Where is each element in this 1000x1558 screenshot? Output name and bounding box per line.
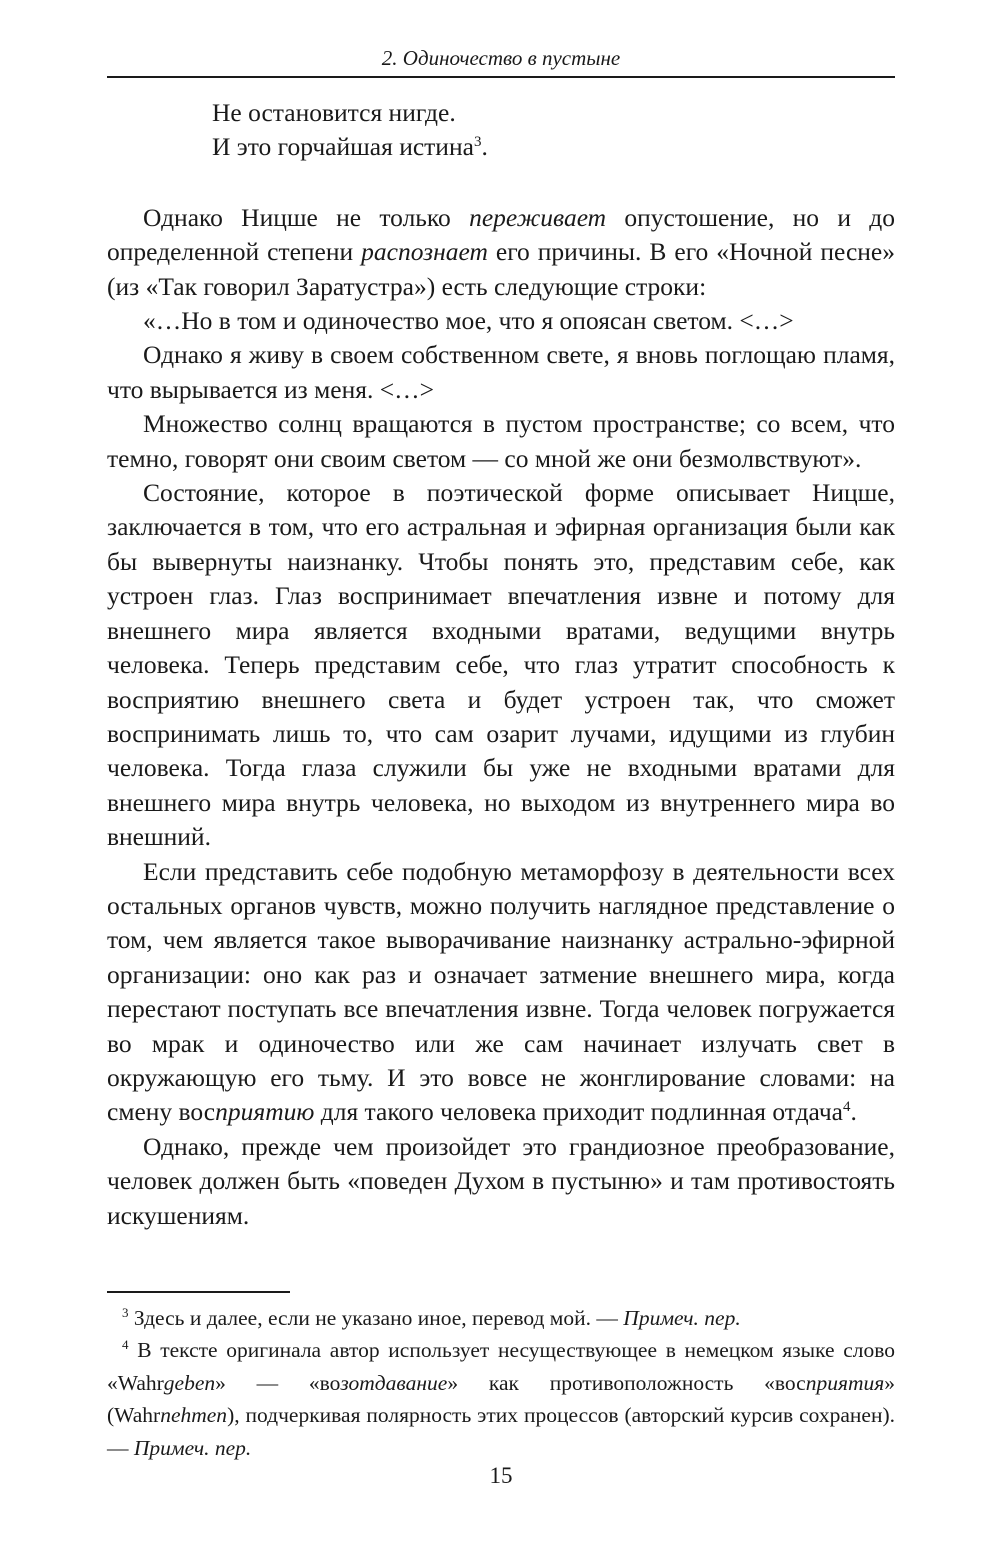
- header-rule: [107, 76, 895, 78]
- paragraph-text: .: [850, 1097, 857, 1127]
- paragraph: [107, 855, 895, 1130]
- footnote-text: Здесь и далее, если не указано иное, перевод мой. —: [128, 1306, 624, 1330]
- emphasis: приятию: [215, 1097, 315, 1127]
- running-head: 2. Одиночество в пустыне: [381, 46, 621, 70]
- footnote-text: » — «во: [215, 1370, 341, 1395]
- verse-quote: [107, 96, 895, 165]
- paragraph: Состояние, которое в поэтической форме описывает Ницше, заключается в том, что его астральная и эфирная организация были как бы вывернуты наизнанку. Чтобы понять это, представим себе, как устроен глаз. Глаз воспринимает впечатления извне и потому для внешнего мира является входными вратами, ведущими внутрь человека. Теперь представим себе, что глаз утратит способность к восприятию внешнего света и будет устроен так, что сможет воспринимать лишь то, что сам озарит лучами, идущими из глубин человека. Тогда глаза служили бы уже не входными вратами для внешнего мира внутрь человека, но выходом из внутреннего мира во внешний.: [107, 478, 895, 852]
- paragraph: Однако, прежде чем произойдет это грандиозное преобразование, человек должен быть «поведен Духом в пустыню» и там противостоять искушениям.: [107, 1131, 895, 1230]
- footnote-rule: [107, 1291, 290, 1293]
- paragraph-text: его причины. В его «Ночной песне» (из «Так говорил Заратустра») есть следующие строки:: [107, 237, 895, 301]
- paragraph: Множество солнц вращаются в пустом пространстве; со всем, что темно, говорят они своим светом — со мной же они безмолвствуют».: [107, 409, 895, 473]
- footnotes: [107, 1302, 895, 1464]
- paragraph: Однако я живу в своем собственном свете, я вновь поглощаю пламя, что вырывается из меня. <…>: [107, 340, 895, 404]
- emphasis: Примеч. пер.: [623, 1306, 741, 1330]
- footnote-3: [107, 1302, 895, 1334]
- verse-line: Не остановится нигде.: [212, 98, 456, 127]
- footnote-number: 3: [122, 1305, 129, 1320]
- paragraph-text: Однако Ницше не только: [143, 202, 470, 232]
- verse-line-text: И это горчайшая истина: [212, 132, 474, 162]
- footnote-text: » (Wahr: [107, 1370, 895, 1428]
- footnote-text: В тексте оригинала автор использует несуществующее в немецком языке слово «Wahr: [107, 1338, 895, 1395]
- verse-line-end: .: [481, 132, 488, 162]
- emphasis: Примеч. пер.: [133, 1435, 252, 1460]
- paragraph-text: Если представить себе подобную метаморфозу в деятельности всех остальных органов чувств, можно получить наглядное представление о том, чем является такое выворачивание наизнанку астрально-эфирной организации: оно как раз и означает затмение внешнего мира, когда перестают поступать все впечатления извне. Тогда человек погружается во мрак и одиночество или же сам начинает излучать свет в окружающую его тьму. И это вовсе не жонглирование словами: на смену вос: [107, 856, 895, 1127]
- footnote-ref[interactable]: 4: [842, 1099, 851, 1116]
- footnote-text: ), подчеркивая полярность этих процессов (авторский курсив сохранен). —: [107, 1403, 895, 1460]
- verse-spacer: [107, 165, 895, 201]
- paragraph: [107, 201, 895, 304]
- emphasis: nehmen: [160, 1403, 228, 1428]
- footnote-text: » как противоположность «вос: [447, 1370, 806, 1395]
- paragraph-text: для такого человека приходит подлинная отдача: [314, 1097, 843, 1127]
- page-number: 15: [489, 1463, 513, 1488]
- emphasis: geben: [163, 1370, 216, 1395]
- emphasis: распознает: [361, 237, 488, 267]
- main-text: [107, 96, 895, 1233]
- paragraph: «…Но в том и одиночество мое, что я опоясан светом. <…>: [143, 306, 794, 336]
- emphasis: приятия: [805, 1370, 885, 1395]
- footnote-ref[interactable]: 3: [473, 134, 482, 151]
- footnote-4: [107, 1334, 895, 1464]
- verse-line: [212, 130, 895, 164]
- emphasis: переживает: [469, 202, 607, 232]
- footnote-number: 4: [122, 1337, 129, 1353]
- paragraph-text: опустошение, но и до определенной степени: [107, 202, 895, 267]
- emphasis: зотдавание: [340, 1370, 448, 1395]
